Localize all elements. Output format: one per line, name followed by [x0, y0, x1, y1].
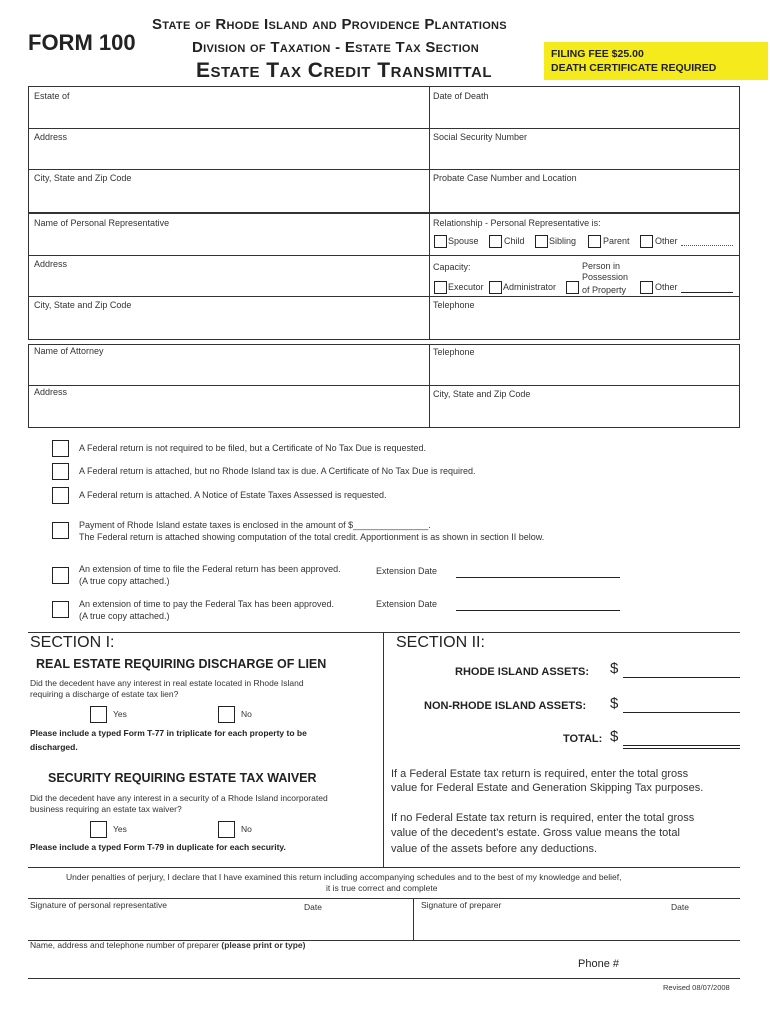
- section2-para2-l1: If no Federal Estate tax return is required, enter the total gross: [391, 812, 695, 824]
- security-question-l1: Did the decedent have any interest in a security of a Rhode Island incorporated: [30, 793, 328, 803]
- section2-para2-l2: value of the decedent's estate. Gross value means the total: [391, 827, 680, 839]
- total-input[interactable]: [623, 745, 740, 746]
- probate-field[interactable]: Probate Case Number and Location: [433, 173, 577, 183]
- sibling-checkbox[interactable]: [535, 235, 548, 248]
- extension-file-date-line[interactable]: [456, 577, 620, 578]
- possession-line1: Person in: [582, 261, 621, 271]
- real-estate-no-label: No: [241, 709, 252, 719]
- preparer-info-bold: (please print or type): [221, 940, 306, 950]
- other-rel-line[interactable]: [681, 245, 733, 246]
- child-label: Child: [504, 236, 525, 246]
- perjury-statement-l1: Under penalties of perjury, I declare that I have examined this return including accompanying schedules and to the best of my knowledge and belief,: [66, 872, 622, 882]
- revised-date: Revised 08/07/2008: [663, 983, 730, 992]
- preparer-info-field[interactable]: [30, 940, 305, 951]
- filing-fee-notice: [544, 42, 768, 80]
- extension-file-checkbox[interactable]: [52, 567, 69, 584]
- ssn-field[interactable]: Social Security Number: [433, 132, 528, 142]
- real-estate-question-l2: requiring a discharge of estate tax lien?: [30, 689, 179, 699]
- section2-title: SECTION II:: [396, 634, 485, 651]
- extension-pay-checkbox[interactable]: [52, 601, 69, 618]
- statement-payment-l2: The Federal return is attached showing computation of the total credit. Apportionment is as shown in section II below.: [79, 532, 545, 542]
- statement-payment-l1: Payment of Rhode Island estate taxes is enclosed in the amount of $_______________.: [79, 520, 431, 530]
- statement-no-ri-tax: A Federal return is attached, but no Rhode Island tax is due. A Certificate of No Tax Due is required.: [79, 466, 476, 476]
- capacity-label: Capacity:: [433, 262, 471, 272]
- non-ri-assets-dollar: $: [610, 695, 619, 712]
- executor-label: Executor: [448, 282, 484, 292]
- estate-of-field[interactable]: Estate of: [34, 91, 70, 101]
- security-note: Please include a typed Form T-79 in duplicate for each security.: [30, 842, 286, 852]
- preparer-info-label: Name, address and telephone number of preparer: [30, 940, 220, 950]
- section2-para1-l2: value for Federal Estate and Generation Skipping Tax purposes.: [391, 782, 704, 794]
- real-estate-note-l1: Please include a typed Form T-77 in triplicate for each property to be: [30, 728, 307, 738]
- attorney-address-field[interactable]: Address: [34, 387, 68, 397]
- security-no-label: No: [241, 824, 252, 834]
- other-rel-checkbox[interactable]: [640, 235, 653, 248]
- attorney-city-field[interactable]: City, State and Zip Code: [433, 389, 531, 399]
- possession-line2: Possession: [582, 272, 629, 282]
- filing-fee-text: FILING FEE $25.00: [551, 48, 644, 60]
- decedent-info-grid: [28, 86, 740, 213]
- other-capacity-checkbox[interactable]: [640, 281, 653, 294]
- security-yes-label: Yes: [113, 824, 127, 834]
- decedent-address-field[interactable]: Address: [34, 132, 68, 142]
- security-title: SECURITY REQUIRING ESTATE TAX WAIVER: [48, 771, 317, 785]
- section1-title: SECTION I:: [30, 634, 115, 651]
- sibling-label: Sibling: [549, 236, 577, 246]
- rep-city-field[interactable]: City, State and Zip Code: [34, 300, 132, 310]
- statement-extension-pay-l2: (A true copy attached.): [79, 611, 170, 621]
- signature-top-rule: [28, 867, 740, 868]
- bottom-rule: [28, 978, 740, 979]
- parent-label: Parent: [603, 236, 630, 246]
- ri-assets-input[interactable]: [623, 677, 740, 678]
- preparer-signature-field[interactable]: Signature of preparer: [421, 900, 502, 910]
- real-estate-yes-label: Yes: [113, 709, 127, 719]
- security-no-checkbox[interactable]: [218, 821, 235, 838]
- other-capacity-label: Other: [655, 282, 678, 292]
- person-in-possession-label: [582, 260, 620, 272]
- rep-telephone-field[interactable]: Telephone: [433, 300, 475, 310]
- executor-checkbox[interactable]: [434, 281, 447, 294]
- phone-label: Phone #: [578, 958, 619, 970]
- form-number: FORM 100: [28, 30, 136, 55]
- security-yes-checkbox[interactable]: [90, 821, 107, 838]
- administrator-label: Administrator: [503, 282, 557, 292]
- division-line: Division of Taxation - Estate Tax Section: [192, 39, 480, 56]
- representative-grid: [28, 213, 740, 340]
- total-label: TOTAL:: [563, 733, 603, 745]
- signature-row-rule: [28, 898, 740, 899]
- rep-signature-date[interactable]: Date: [304, 902, 322, 912]
- real-estate-question-l1: Did the decedent have any interest in real estate located in Rhode Island: [30, 678, 304, 688]
- person-in-possession-checkbox[interactable]: [566, 281, 579, 294]
- spouse-label: Spouse: [448, 236, 479, 246]
- ri-assets-dollar: $: [610, 660, 619, 677]
- payment-enclosed-checkbox[interactable]: [52, 522, 69, 539]
- decedent-city-field[interactable]: City, State and Zip Code: [34, 173, 132, 183]
- rep-signature-field[interactable]: Signature of personal representative: [30, 900, 168, 910]
- attorney-telephone-field[interactable]: Telephone: [433, 347, 475, 357]
- ri-assets-label: RHODE ISLAND ASSETS:: [455, 666, 590, 678]
- spouse-checkbox[interactable]: [434, 235, 447, 248]
- real-estate-note-l2: discharged.: [30, 742, 78, 752]
- perjury-statement-l2: it is true correct and complete: [326, 883, 438, 893]
- rep-address-field[interactable]: Address: [34, 259, 68, 269]
- other-capacity-line[interactable]: [681, 292, 733, 293]
- sections-divider: [383, 632, 384, 867]
- statement-no-federal: A Federal return is not required to be filed, but a Certificate of No Tax Due is requested.: [79, 443, 427, 453]
- date-of-death-field[interactable]: Date of Death: [433, 91, 489, 101]
- parent-checkbox[interactable]: [588, 235, 601, 248]
- child-checkbox[interactable]: [489, 235, 502, 248]
- extension-pay-date-label: Extension Date: [376, 599, 438, 609]
- other-rel-label: Other: [655, 236, 678, 246]
- statement-notice-assessed: A Federal return is attached. A Notice of Estate Taxes Assessed is requested.: [79, 490, 387, 500]
- signature-divider: [413, 898, 414, 940]
- real-estate-title: REAL ESTATE REQUIRING DISCHARGE OF LIEN: [36, 657, 327, 671]
- statement-extension-pay-l1: An extension of time to pay the Federal Tax has been approved.: [79, 599, 334, 609]
- real-estate-no-checkbox[interactable]: [218, 706, 235, 723]
- section2-para2-l3: value of the assets before any deductions.: [391, 843, 598, 855]
- administrator-checkbox[interactable]: [489, 281, 502, 294]
- non-ri-assets-input[interactable]: [623, 712, 740, 713]
- total-double-rule: [623, 748, 740, 749]
- extension-pay-date-line[interactable]: [456, 610, 620, 611]
- possession-line3: of Property: [582, 285, 627, 295]
- preparer-signature-date[interactable]: Date: [671, 902, 689, 912]
- state-line: State of Rhode Island and Providence Plantations: [152, 16, 507, 33]
- statement-extension-file-l1: An extension of time to file the Federal return has been approved.: [79, 564, 341, 574]
- no-ri-tax-checkbox[interactable]: [52, 463, 69, 480]
- statement-extension-file-l2: (A true copy attached.): [79, 576, 170, 586]
- non-ri-assets-label: NON-RHODE ISLAND ASSETS:: [424, 700, 587, 712]
- section2-para1-l1: If a Federal Estate tax return is required, enter the total gross: [391, 768, 689, 780]
- real-estate-yes-checkbox[interactable]: [90, 706, 107, 723]
- notice-assessed-checkbox[interactable]: [52, 487, 69, 504]
- security-question-l2: business requiring an estate tax waiver?: [30, 804, 182, 814]
- death-certificate-text: DEATH CERTIFICATE REQUIRED: [551, 62, 717, 74]
- relationship-label: Relationship - Personal Representative is:: [433, 218, 601, 228]
- extension-file-date-label: Extension Date: [376, 566, 438, 576]
- rep-name-field[interactable]: Name of Personal Representative: [34, 218, 170, 228]
- total-dollar: $: [610, 728, 619, 745]
- form-title: Estate Tax Credit Transmittal: [196, 59, 492, 82]
- no-tax-due-checkbox[interactable]: [52, 440, 69, 457]
- sections-top-rule: [28, 632, 740, 633]
- attorney-name-field[interactable]: Name of Attorney: [34, 346, 104, 356]
- attorney-grid: [28, 344, 740, 428]
